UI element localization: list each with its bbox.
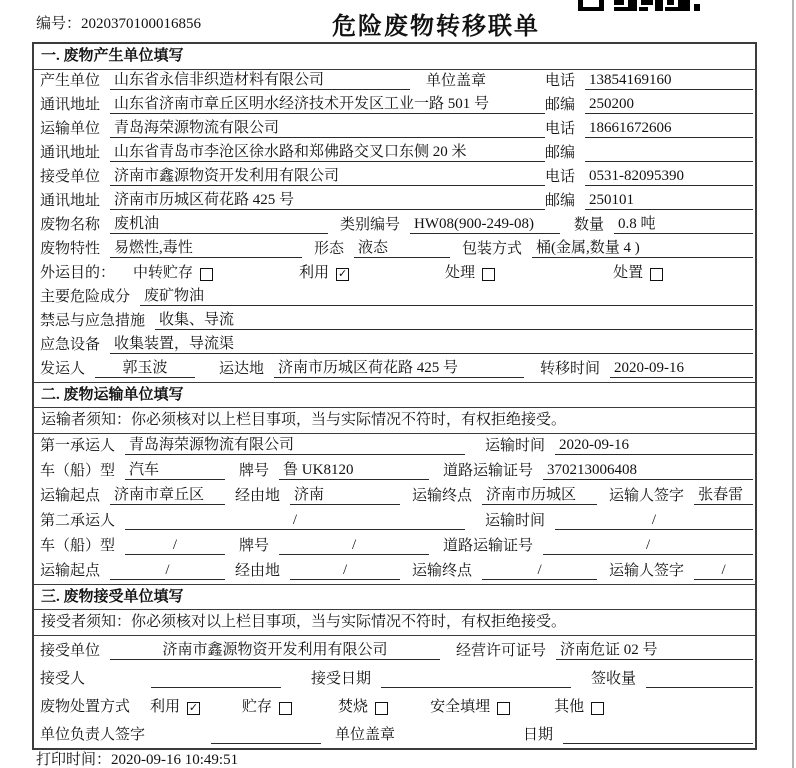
waste-name-row <box>34 214 755 238</box>
vehicle2-type-label: 车（船）型 <box>40 538 116 554</box>
transporter-zip-label: 邮编 <box>545 145 576 161</box>
checkbox-utilize: ✓ <box>337 268 348 280</box>
transport-time-label: 运输时间 <box>485 438 546 454</box>
receiver-address-label: 通讯地址 <box>40 193 101 209</box>
purpose-dispose-text: 处置 <box>613 265 644 281</box>
dispatch-row <box>34 358 755 382</box>
vehicle2-plate-label: 牌号 <box>239 538 270 554</box>
receiver-address-value: 济南市历城区荷花路 425 号 <box>110 188 545 210</box>
route2-via-label: 经由地 <box>235 563 281 579</box>
first-carrier-label: 第一承运人 <box>40 438 116 454</box>
vehicle1-type-value: 汽车 <box>125 458 225 480</box>
second-carrier-value: / <box>125 512 465 530</box>
responsible-sign-row <box>34 720 755 748</box>
waste-code-label: 类别编号 <box>340 217 401 233</box>
waste-form-label: 形态 <box>314 241 345 257</box>
disposal-utilize-text: 利用 <box>150 699 181 715</box>
sign-date-label: 日期 <box>523 727 554 743</box>
producer-phone-value: 13854169160 <box>585 72 753 90</box>
emergency-equipment-row <box>34 334 755 358</box>
transporter-zip-value <box>585 144 753 162</box>
transporter-unit-label: 运输单位 <box>40 121 101 137</box>
document-number-value: 2020370100016856 <box>81 16 202 32</box>
producer-phone-label: 电话 <box>545 73 576 89</box>
waste-name-value: 废机油 <box>110 212 328 234</box>
receiver-unit-label: 接受单位 <box>40 169 101 185</box>
route2-via-value: / <box>290 562 400 580</box>
transporter-notice: 运输者须知：你必须核对以上栏目事项，当与实际情况不符时，有权拒绝接受。 <box>34 408 755 434</box>
transfer-purpose-row <box>34 262 755 286</box>
second-carrier-label: 第二承运人 <box>40 513 116 529</box>
transporter-address-label: 通讯地址 <box>40 145 101 161</box>
transporter-address-row <box>34 142 755 166</box>
disposal-option-other <box>554 695 604 716</box>
disposal-option-store <box>242 695 292 716</box>
route2-start-label: 运输起点 <box>40 563 101 579</box>
producer-address-value: 山东省济南市章丘区明水经济技术开发区工业一路 501 号 <box>110 92 545 114</box>
vehicle1-license-value: 370213006408 <box>543 462 753 480</box>
purpose-option-utilize <box>299 261 349 282</box>
emergency-equipment-label: 应急设备 <box>40 337 101 353</box>
waste-character-value: 易燃性,毒性 <box>110 236 302 258</box>
disposal-option-landfill <box>430 695 510 716</box>
vehicle1-license-label: 道路运输证号 <box>443 463 534 479</box>
vehicle2-plate-value: / <box>279 537 429 555</box>
route2-end-value: / <box>482 562 597 580</box>
transporter-phone-label: 电话 <box>545 121 576 137</box>
transport-time-value: 2020-09-16 <box>555 437 753 455</box>
vehicle2-row <box>34 534 755 559</box>
vehicle1-row <box>34 459 755 484</box>
purpose-option-transit-storage <box>133 261 213 282</box>
unit-seal-label: 单位盖章 <box>426 73 487 89</box>
route2-end-label: 运输终点 <box>412 563 473 579</box>
disposal-other-text: 其他 <box>554 699 585 715</box>
destination-value: 济南市历城区荷花路 425 号 <box>274 356 524 378</box>
acceptor-value <box>151 670 281 688</box>
transfer-time-value: 2020-09-16 <box>610 360 753 378</box>
responsible-sign-label: 单位负责人签字 <box>40 727 146 743</box>
vehicle2-license-value: / <box>543 537 753 555</box>
route2-sign-label: 运输人签字 <box>609 563 685 579</box>
waste-qty-label: 数量 <box>574 217 605 233</box>
checkbox-disposal-landfill <box>497 702 510 715</box>
transporter-address-value: 山东省青岛市李沧区徐水路和郑佛路交叉口东侧 20 米 <box>110 140 545 162</box>
taboo-measures-label: 禁忌与应急措施 <box>40 313 146 329</box>
waste-character-label: 废物特性 <box>40 241 101 257</box>
dispatcher-label: 发运人 <box>40 361 86 377</box>
section-transporter <box>34 382 755 584</box>
disposal-method-row <box>34 692 755 720</box>
producer-address-row <box>34 94 755 118</box>
accepting-unit-label: 接受单位 <box>40 643 101 659</box>
disposal-option-incinerate <box>338 695 388 716</box>
taboo-measures-row <box>34 310 755 334</box>
receiver-zip-label: 邮编 <box>545 193 576 209</box>
disposal-landfill-text: 安全填埋 <box>430 699 491 715</box>
permit-value: 济南危证 02 号 <box>556 638 753 660</box>
page-title: 危险废物转移联单 <box>332 14 540 40</box>
route1-via-label: 经由地 <box>235 488 281 504</box>
receiver-phone-value: 0531-82095390 <box>585 168 753 186</box>
route1-end-value: 济南市历城区 <box>482 483 597 505</box>
vehicle2-license-label: 道路运输证号 <box>443 538 534 554</box>
section-producer <box>34 44 755 382</box>
route1-start-label: 运输起点 <box>40 488 101 504</box>
purpose-transit-storage-text: 中转贮存 <box>133 265 194 281</box>
route1-sign-value: 张春雷 <box>694 483 753 505</box>
producer-zip-label: 邮编 <box>545 97 576 113</box>
waste-name-label: 废物名称 <box>40 217 101 233</box>
checkbox-transit-storage <box>200 268 213 281</box>
hazard-component-row <box>34 286 755 310</box>
first-carrier-row <box>34 434 755 459</box>
first-carrier-value: 青岛海荣源物流有限公司 <box>125 433 465 455</box>
scan-page-edge <box>792 0 794 768</box>
qr-code-fragment <box>578 0 700 11</box>
receiver-zip-value: 250101 <box>585 192 753 210</box>
producer-unit-row <box>34 70 755 94</box>
transport-time2-label: 运输时间 <box>485 513 546 529</box>
transporter-unit-row <box>34 118 755 142</box>
receiver-unit-row <box>34 166 755 190</box>
destination-label: 运达地 <box>219 361 265 377</box>
disposal-method-label: 废物处置方式 <box>40 699 131 715</box>
taboo-measures-value: 收集、导流 <box>155 308 753 330</box>
vehicle1-type-label: 车（船）型 <box>40 463 116 479</box>
route2-sign-value: / <box>694 562 753 580</box>
transporter-phone-value: 18661672606 <box>585 120 753 138</box>
accepting-unit-value: 济南市鑫源物资开发利用有限公司 <box>110 638 440 660</box>
document-number-label: 编号： <box>36 16 82 32</box>
producer-unit-label: 产生单位 <box>40 73 101 89</box>
purpose-utilize-text: 利用 <box>299 265 330 281</box>
packing-label: 包装方式 <box>462 241 523 257</box>
receiver-address-row <box>34 190 755 214</box>
route2-row <box>34 559 755 584</box>
transfer-purpose-label: 外运目的： <box>40 265 116 281</box>
hazard-component-label: 主要危险成分 <box>40 289 131 305</box>
document-number <box>36 12 201 33</box>
disposal-store-text: 贮存 <box>242 699 273 715</box>
vehicle2-type-value: / <box>125 537 225 555</box>
hazard-component-value: 废矿物油 <box>140 284 753 306</box>
producer-unit-value: 山东省永信非织造材料有限公司 <box>110 68 410 90</box>
emergency-equipment-value: 收集装置，导流渠 <box>110 332 753 354</box>
route1-end-label: 运输终点 <box>412 488 473 504</box>
acceptor-row <box>34 664 755 692</box>
disposal-incinerate-text: 焚烧 <box>338 699 369 715</box>
purpose-option-treat <box>445 261 495 282</box>
accept-date-value <box>381 670 571 688</box>
route1-sign-label: 运输人签字 <box>609 488 685 504</box>
waste-code-value: HW08(900-249-08) <box>410 216 560 234</box>
print-time-label: 打印时间： <box>36 752 112 768</box>
print-time <box>36 748 238 768</box>
route1-start-value: 济南市章丘区 <box>110 483 225 505</box>
signed-qty-label: 签收量 <box>591 671 637 687</box>
waste-character-row <box>34 238 755 262</box>
waste-qty-value: 0.8 吨 <box>614 212 753 234</box>
checkbox-disposal-utilize: ✓ <box>188 702 199 714</box>
section-producer-title: 一. 废物产生单位填写 <box>34 44 755 70</box>
vehicle1-plate-label: 牌号 <box>239 463 270 479</box>
receiver-phone-label: 电话 <box>545 169 576 185</box>
receiver-notice: 接受者须知：你必须核对以上栏目事项，当与实际情况不符时，有权拒绝接受。 <box>34 610 755 636</box>
accepting-unit-row <box>34 636 755 664</box>
section-receiver-title: 三. 废物接受单位填写 <box>34 584 755 610</box>
transfer-time-label: 转移时间 <box>540 361 601 377</box>
acceptor-label: 接受人 <box>40 671 86 687</box>
section-receiver <box>34 584 755 748</box>
producer-address-label: 通讯地址 <box>40 97 101 113</box>
accept-date-label: 接受日期 <box>311 671 372 687</box>
vehicle1-plate-value: 鲁 UK8120 <box>279 458 429 480</box>
route1-row <box>34 484 755 509</box>
transporter-unit-value: 青岛海荣源物流有限公司 <box>110 116 545 138</box>
purpose-option-dispose <box>613 261 663 282</box>
disposal-option-utilize <box>150 695 200 716</box>
producer-zip-value: 250200 <box>585 96 753 114</box>
receiver-unit-value: 济南市鑫源物资开发利用有限公司 <box>110 164 545 186</box>
signed-qty-value <box>646 670 753 688</box>
dispatcher-value: 郭玉波 <box>95 356 195 378</box>
checkbox-disposal-other <box>591 702 604 715</box>
route1-via-value: 济南 <box>290 483 400 505</box>
route2-start-value: / <box>110 562 225 580</box>
waste-form-value: 液态 <box>354 236 450 258</box>
checkbox-disposal-incinerate <box>375 702 388 715</box>
purpose-treat-text: 处理 <box>445 265 476 281</box>
second-carrier-row <box>34 509 755 534</box>
receiver-seal-label: 单位盖章 <box>335 727 396 743</box>
print-time-value: 2020-09-16 10:49:51 <box>111 752 239 768</box>
transport-time2-value: / <box>555 512 753 530</box>
responsible-sign-value <box>211 726 321 744</box>
packing-value: 桶(金属,数量 4 ) <box>532 236 753 258</box>
sign-date-value <box>563 726 753 744</box>
checkbox-dispose <box>650 268 663 281</box>
section-transporter-title: 二. 废物运输单位填写 <box>34 382 755 408</box>
permit-label: 经营许可证号 <box>456 643 547 659</box>
manifest-form <box>32 42 757 750</box>
checkbox-disposal-store <box>279 702 292 715</box>
checkbox-treat <box>482 268 495 281</box>
